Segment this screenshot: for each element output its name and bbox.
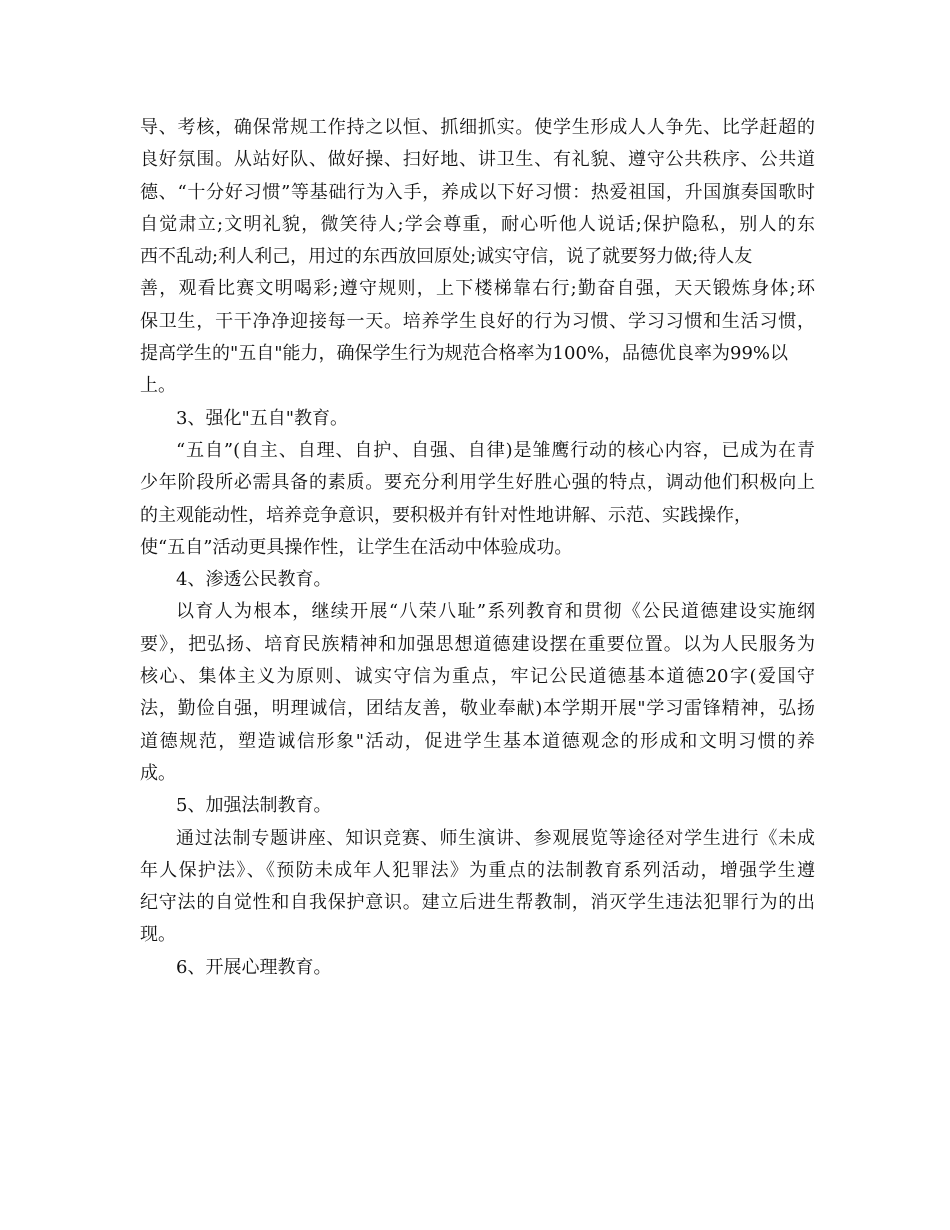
text-line: 年人保护法》、《预防未成年人犯罪法》为重点的法制教育系列活动，增强学生遵 [140,859,815,881]
text-line: 以育人为根本，继续开展“八荣八耻”系列教育和贯彻《公民道德建设实施纲 [176,601,815,623]
text-line: 德、“十分好习惯”等基础行为入手，养成以下好习惯：热爱祖国，升国旗奏国歌时 [140,181,815,203]
text-line: 上。 [140,375,176,397]
text-line: 少年阶段所必需具备的素质。要充分利用学生好胜心强的特点，调动他们积极向上 [140,472,815,494]
text-line: 6、开展心理教育。 [176,956,332,978]
text-line: 使“五自”活动更具操作性，让学生在活动中体验成功。 [140,536,573,558]
text-line: 导、考核，确保常规工作持之以恒、抓细抓实。使学生形成人人争先、比学赶超的 [140,117,815,138]
text-line: 4、渗透公民教育。 [176,569,332,591]
text-line: 法，勤俭自强，明理诚信，团结友善，敬业奉献)本学期开展"学习雷锋精神，弘扬 [140,698,815,720]
text-line: 5、加强法制教育。 [176,795,332,817]
text-line: 成。 [140,762,176,784]
document-body [140,112,815,984]
text-line: 善，观看比赛文明喝彩;遵守规则，上下楼梯靠右行;勤奋自强，天天锻炼身体;环 [140,278,815,300]
text-line: 要》，把弘扬、培育民族精神和加强思想道德建设摆在重要位置。以为人民服务为 [140,633,815,655]
text-line: 现。 [140,924,176,946]
text-line: 良好氛围。从站好队、做好操、扫好地、讲卫生、有礼貌、遵守公共秩序、公共道 [140,149,815,171]
text-line: 的主观能动性，培养竞争意识，要积极并有针对性地讲解、示范、实践操作， [140,504,752,526]
text-line: 西不乱动;利人利己，用过的东西放回原处;诚实守信，说了就要努力做;待人友 [140,246,753,268]
text-line: 道德规范，塑造诚信形象"活动，促进学生基本道德观念的形成和文明习惯的养 [140,730,815,752]
text-line: 纪守法的自觉性和自我保护意识。建立后进生帮教制，消灭学生违法犯罪行为的出 [140,892,815,914]
text-line: 3、强化"五自"教育。 [176,407,349,429]
text-line: 提高学生的"五自"能力，确保学生行为规范合格率为100%，品德优良率为99%以 [140,343,789,365]
text-line: 核心、集体主义为原则、诚实守信为重点，牢记公民道德基本道德20字(爱国守 [140,666,815,688]
text-line: “五自”(自主、自理、自护、自强、自律)是雏鹰行动的核心内容，已成为在青 [176,439,815,461]
text-line: 自觉肃立;文明礼貌，微笑待人;学会尊重，耐心听他人说话;保护隐私，别人的东 [140,213,815,235]
text-line: 保卫生，干干净净迎接每一天。培养学生良好的行为习惯、学习习惯和生活习惯， [140,310,815,332]
text-line: 通过法制专题讲座、知识竞赛、师生演讲、参观展览等途径对学生进行《未成 [176,827,815,849]
